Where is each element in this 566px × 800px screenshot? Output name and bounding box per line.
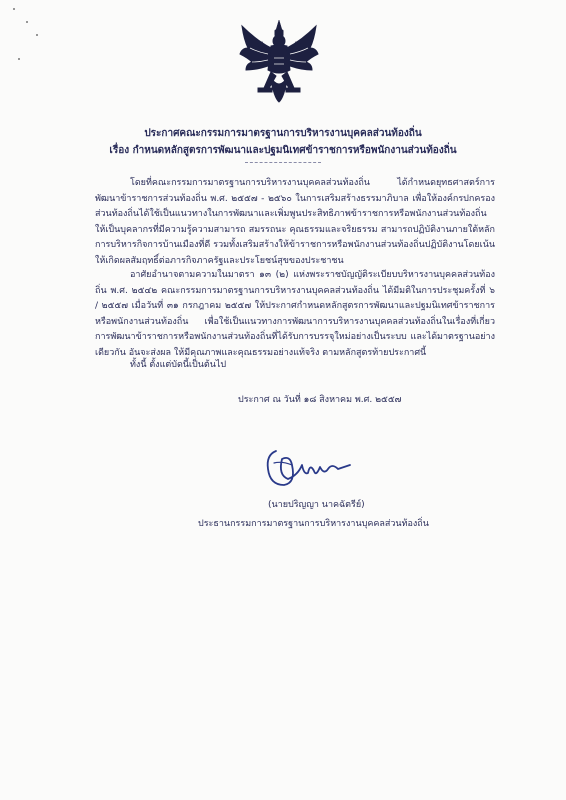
scan-speck: [26, 21, 28, 23]
scan-speck: [18, 58, 20, 60]
announcement-date: ประกาศ ณ วันที่ ๑๘ สิงหาคม พ.ศ. ๒๕๕๗: [238, 395, 402, 405]
signatory-position: ประธานกรรมการมาตรฐานการบริหารงานบุคคลส่วนท้องถิ่น: [198, 519, 429, 529]
announcement-title: ประกาศคณะกรรมการมาตรฐานการบริหารงานบุคคลส่วนท้องถิ่น: [144, 128, 422, 139]
body-paragraph-3: ทั้งนี้ ตั้งแต่บัดนี้เป็นต้นไป: [130, 360, 227, 370]
body-paragraph-1: โดยที่คณะกรรมการมาตรฐานการบริหารงานบุคคลส่วนท้องถิ่น ได้กำหนดยุทธศาสตร์การพัฒนาข้าราชการส่วนท้องถิ่น พ.ศ. ๒๕๕๗ - ๒๕๖๐ ในการเสริมสร้างธรรมาภิบาล เพื่อให้องค์กรปกครองส่วนท้องถิ่นได้ใช้เป็นแนวทางในการพัฒนาและเพิ่มพูนประสิทธิภาพข้าราชการหรือพนักงานส่วนท้องถิ่น ให้เป็นบุคลากรที่มีความรู้ความสามารถ สมรรถนะ คุณธรรมและจริยธรรม สามารถปฏิบัติงานภายใต้หลักการบริหารกิจการบ้านเมืองที่ดี รวมทั้งเสริมสร้างให้ข้าราชการหรือพนักงานส่วนท้องถิ่นปฏิบัติงานโดยเน้นให้เกิดผลสัมฤทธิ์ต่อภารกิจภาครัฐและประโยชน์สุขของประชาชน: [95, 178, 495, 266]
signature-image: [262, 445, 354, 491]
scan-speck: [13, 8, 15, 10]
signatory-name: (นายปริญญา นาคฉัตรีย์): [268, 500, 365, 510]
title-divider: [245, 162, 321, 163]
announcement-subject: เรื่อง กำหนดหลักสูตรการพัฒนาและปฐมนิเทศข้าราชการหรือพนักงานส่วนท้องถิ่น: [109, 145, 457, 156]
garuda-emblem-icon: [238, 18, 320, 104]
scan-speck: [36, 34, 38, 36]
body-paragraph-2: อาศัยอำนาจตามความในมาตรา ๑๓ (๒) แห่งพระราชบัญญัติระเบียบบริหารงานบุคคลส่วนท้องถิ่น พ.ศ. ๒๕๔๒ คณะกรรมการมาตรฐานการบริหารงานบุคคลส่วนท้องถิ่น ได้มีมติในการประชุมครั้งที่ ๖ / ๒๕๕๗ เมื่อวันที่ ๓๑ กรกฎาคม ๒๕๕๗ ให้ประกาศกำหนดหลักสูตรการพัฒนาและปฐมนิเทศข้าราชการหรือพนักงานส่วนท้องถิ่น เพื่อใช้เป็นแนวทางการพัฒนาการบริหารงานบุคคลส่วนท้องถิ่นในเรื่องที่เกี่ยวการพัฒนาข้าราชการหรือพนักงานส่วนท้องถิ่นที่ได้รับการบรรจุใหม่อย่างเป็นระบบ และได้มาตรฐานอย่างเดียวกัน อันจะส่งผล ให้มีคุณภาพและคุณธรรมอย่างแท้จริง ตามหลักสูตรท้ายประกาศนี้: [95, 270, 495, 358]
